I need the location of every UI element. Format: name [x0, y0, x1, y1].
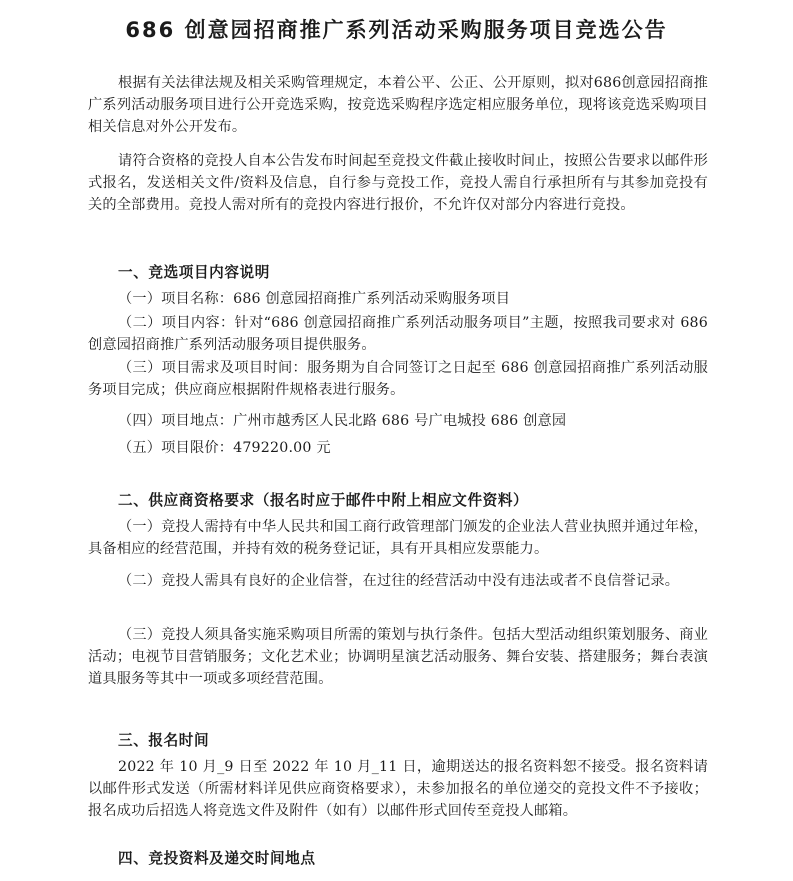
section-1-heading: 一、竞选项目内容说明	[118, 264, 270, 281]
section-1-item-2: （二）项目内容：针对“686 创意园招商推广系列活动服务项目”主题，按照我司要求对 686 创意园招商推广系列活动服务项目提供服务。	[88, 315, 708, 353]
section-1-item-3: （三）项目需求及项目时间：服务期为自合同签订之日起至 686 创意园招商推广系列活动服务项目完成；供应商应根据附件规格表进行服务。	[88, 360, 708, 398]
section-1-item-5: （五）项目限价：479220.00 元	[118, 440, 331, 456]
section-1-item-1: （一）项目名称：686 创意园招商推广系列活动采购服务项目	[118, 291, 511, 307]
intro-paragraph-1: 根据有关法律法规及相关采购管理规定，本着公平、公正、公开原则，拟对686创意园招商推广系列活动服务项目进行公开竞选采购，按竞选采购程序选定相应服务单位，现将该竞选采购项目相关信息对外公开发布。	[88, 75, 708, 135]
section-1-item-4: （四）项目地点：广州市越秀区人民北路 686 号广电城投 686 创意园	[118, 413, 567, 429]
section-4-heading: 四、竞投资料及递交时间地点	[118, 850, 316, 867]
section-2-item-3: （三）竞投人须具备实施采购项目所需的策划与执行条件。包括大型活动组织策划服务、商业活动；电视节目营销服务；文化艺术业；协调明星演艺活动服务、舞台安装、搭建服务；舞台表演道具服务等其中一项或多项经营范围。	[88, 627, 708, 687]
section-3-body: 2022 年 10 月_9 日至 2022 年 10 月_11 日，逾期送达的报名资料恕不接受。报名资料请以邮件形式发送（所需材料详见供应商资格要求），未参加报名的单位递交的竞投文件不予接收；报名成功后招选人将竞选文件及附件（如有）以邮件形式回传至竞投人邮箱。	[88, 759, 708, 819]
document-title: 686 创意园招商推广系列活动采购服务项目竞选公告	[125, 18, 668, 42]
section-2-item-1: （一）竞投人需持有中华人民共和国工商行政管理部门颁发的企业法人营业执照并通过年检，具备相应的经营范围，并持有效的税务登记证，具有开具相应发票能力。	[88, 519, 708, 557]
section-2-item-2: （二）竞投人需具有良好的企业信誉，在过往的经营活动中没有违法或者不良信誉记录。	[118, 573, 680, 589]
intro-paragraph-2: 请符合资格的竞投人自本公告发布时间起至竞投文件截止接收时间止，按照公告要求以邮件形式报名，发送相关文件/资料及信息，自行参与竞投工作，竞投人需自行承担所有与其参加竞投有关的全部费用。竞投人需对所有的竞投内容进行报价，不允许仅对部分内容进行竞投。	[88, 153, 708, 213]
section-2-heading: 二、供应商资格要求（报名时应于邮件中附上相应文件资料）	[118, 492, 529, 509]
section-3-heading: 三、报名时间	[118, 732, 210, 749]
